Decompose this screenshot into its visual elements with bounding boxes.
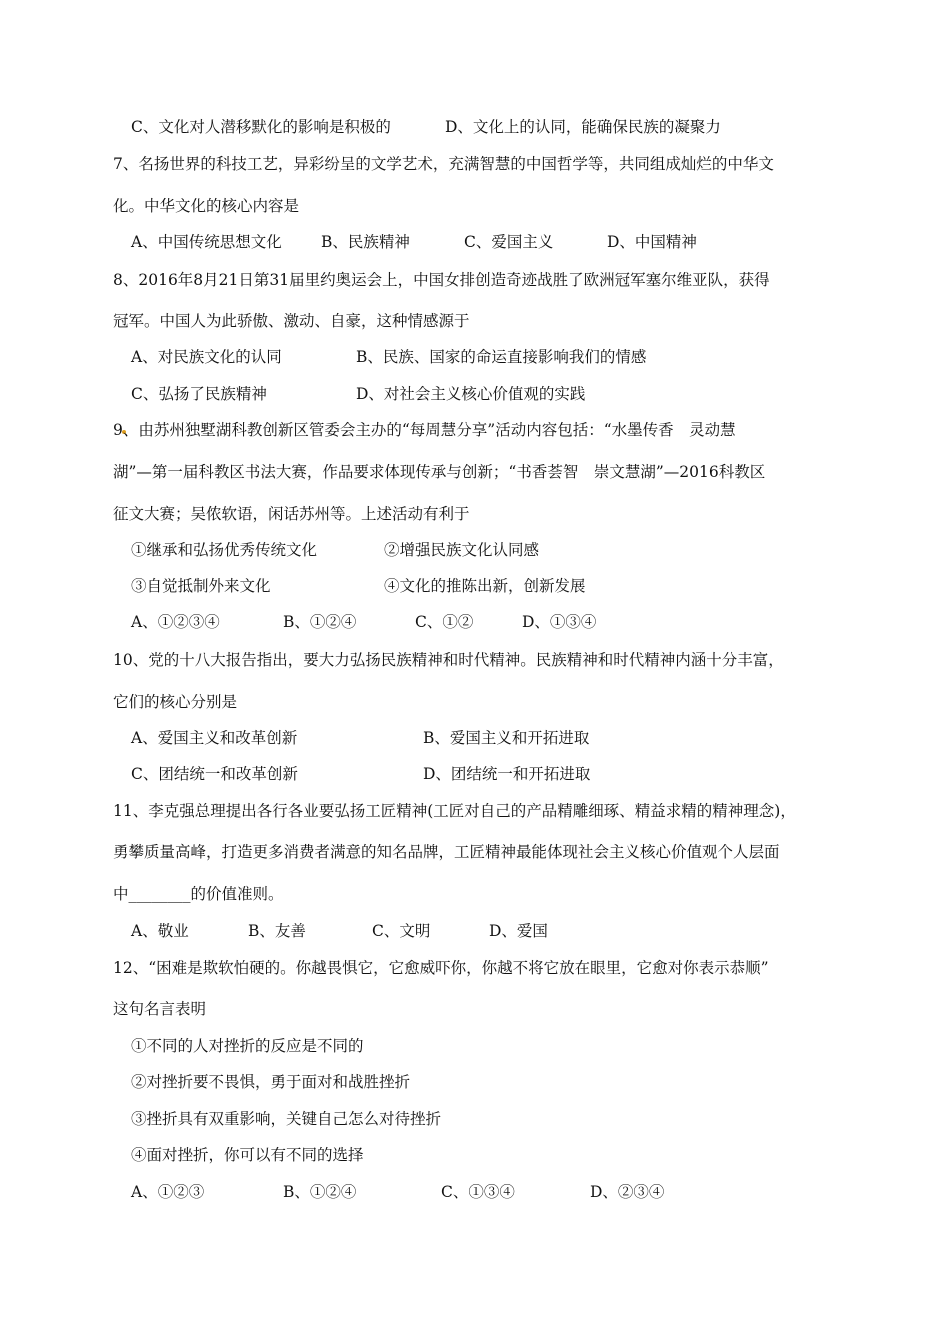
q10-stem-line-2 — [0, 692, 238, 732]
q10-option-d[interactable]: D、团结统一和开拓进取 — [423, 765, 591, 783]
q11-stem-text-1: 11、李克强总理提出各行各业要弘扬工匠精神(工匠对自己的产品精雕细琢、精益求精的精神理念)， — [113, 802, 796, 820]
q10-stem-text-2: 它们的核心分别是 — [113, 693, 238, 711]
q12-item-row-4 — [0, 1145, 364, 1185]
q9-item-1: ①继承和弘扬优秀传统文化 — [131, 541, 318, 559]
q11-option-c[interactable]: C、文明 — [372, 922, 431, 940]
q9-item-2: ②增强民族文化认同感 — [384, 541, 540, 559]
q11-stem-text-2: 勇攀质量高峰，打造更多消费者满意的知名品牌，工匠精神最能体现社会主义核心价值观个人层面 — [113, 843, 780, 861]
q12-item-row-2 — [0, 1072, 411, 1112]
q9-item-3: ③自觉抵制外来文化 — [131, 577, 271, 595]
q7-option-c[interactable]: C、爱国主义 — [464, 233, 554, 251]
q7-option-a[interactable]: A、中国传统思想文化 — [131, 233, 282, 251]
q11-option-b[interactable]: B、友善 — [248, 922, 306, 940]
q12-option-c[interactable]: C、①③④ — [441, 1183, 515, 1201]
q11-stem-line-3 — [0, 884, 284, 924]
q9-item-4: ④文化的推陈出新，创新发展 — [384, 577, 586, 595]
q11-stem-line-2 — [0, 842, 780, 882]
q8-option-c[interactable]: C、弘扬了民族精神 — [131, 385, 267, 403]
q9-option-d[interactable]: D、①③④ — [522, 613, 597, 631]
q12-stem-line-1 — [0, 958, 769, 998]
q8-stem-line-2 — [0, 311, 470, 351]
q10-option-c[interactable]: C、团结统一和改革创新 — [131, 765, 298, 783]
q9-stem-text-2: 湖”—第一届科教区书法大赛，作品要求体现传承与创新；“书香荟智 崇文慧湖”—2016科教区 — [113, 463, 766, 481]
q11-stem-line-1 — [0, 801, 796, 841]
q12-stem-line-2 — [0, 999, 207, 1039]
q11-stem-text-3: 中________的价值准则。 — [113, 885, 284, 903]
q11-option-d[interactable]: D、爱国 — [489, 922, 548, 940]
q10-option-a[interactable]: A、爱国主义和改革创新 — [131, 729, 298, 747]
q7-stem-text-2: 化。中华文化的核心内容是 — [113, 197, 300, 215]
q9-option-b[interactable]: B、①②④ — [283, 613, 357, 631]
q9-stem-line-2 — [0, 462, 766, 502]
q12-option-d[interactable]: D、②③④ — [590, 1183, 665, 1201]
q10-stem-line-1 — [0, 650, 784, 690]
q9-stem-line-3 — [0, 504, 470, 544]
q12-item-2: ②对挫折要不畏惧，勇于面对和战胜挫折 — [131, 1073, 411, 1091]
q12-item-4: ④面对挫折，你可以有不同的选择 — [131, 1146, 364, 1164]
q8-option-d[interactable]: D、对社会主义核心价值观的实践 — [356, 385, 586, 403]
q9-stem-text-3: 征文大赛；吴侬软语，闲话苏州等。上述活动有利于 — [113, 505, 470, 523]
q8-option-a[interactable]: A、对民族文化的认同 — [131, 348, 282, 366]
q7-option-b[interactable]: B、民族精神 — [321, 233, 410, 251]
q9-option-a[interactable]: A、①②③④ — [131, 613, 220, 631]
q12-item-row-1 — [0, 1036, 364, 1076]
q10-stem-text-1: 10、党的十八大报告指出，要大力弘扬民族精神和时代精神。民族精神和时代精神内涵十分丰富， — [113, 651, 784, 669]
q12-stem-text-1: 12、“困难是欺软怕硬的。你越畏惧它，它愈威吓你，你越不将它放在眼里，它愈对你表示恭顺” — [113, 959, 769, 977]
q6-option-d[interactable]: D、文化上的认同，能确保民族的凝聚力 — [445, 118, 721, 136]
q8-stem-text-1: 8、2016年8月21日第31届里约奥运会上，中国女排创造奇迹战胜了欧洲冠军塞尔维亚队，获得 — [113, 271, 770, 289]
q7-stem-line-2 — [0, 196, 300, 236]
q7-stem-text-1: 7、名扬世界的科技工艺，异彩纷呈的文学艺术，充满智慧的中国哲学等，共同组成灿烂的中华文 — [113, 155, 774, 173]
q7-option-d[interactable]: D、中国精神 — [607, 233, 697, 251]
q12-item-row-3 — [0, 1109, 442, 1149]
q9-option-c[interactable]: C、①② — [415, 613, 474, 631]
q12-option-a[interactable]: A、①②③ — [131, 1183, 205, 1201]
q8-option-b[interactable]: B、民族、国家的命运直接影响我们的情感 — [356, 348, 647, 366]
q6-option-c[interactable]: C、文化对人潜移默化的影响是积极的 — [131, 118, 391, 136]
q12-stem-text-2: 这句名言表明 — [113, 1000, 207, 1018]
q9-stem-text-1: 9、由苏州独墅湖科教创新区管委会主办的“每周慧分享”活动内容包括：“水墨传香 灵动慧 — [113, 421, 736, 439]
q12-item-3: ③挫折具有双重影响，关键自己怎么对待挫折 — [131, 1110, 442, 1128]
q11-option-a[interactable]: A、敬业 — [131, 922, 189, 940]
q7-stem-line-1 — [0, 154, 774, 194]
q9-stem-line-1 — [0, 420, 736, 460]
q12-options-row — [0, 1182, 665, 1282]
q8-stem-line-1 — [0, 270, 770, 310]
q12-item-1: ①不同的人对挫折的反应是不同的 — [131, 1037, 364, 1055]
q8-stem-text-2: 冠军。中国人为此骄傲、激动、自豪，这种情感源于 — [113, 312, 470, 330]
q10-option-b[interactable]: B、爱国主义和开拓进取 — [423, 729, 590, 747]
q12-option-b[interactable]: B、①②④ — [283, 1183, 357, 1201]
